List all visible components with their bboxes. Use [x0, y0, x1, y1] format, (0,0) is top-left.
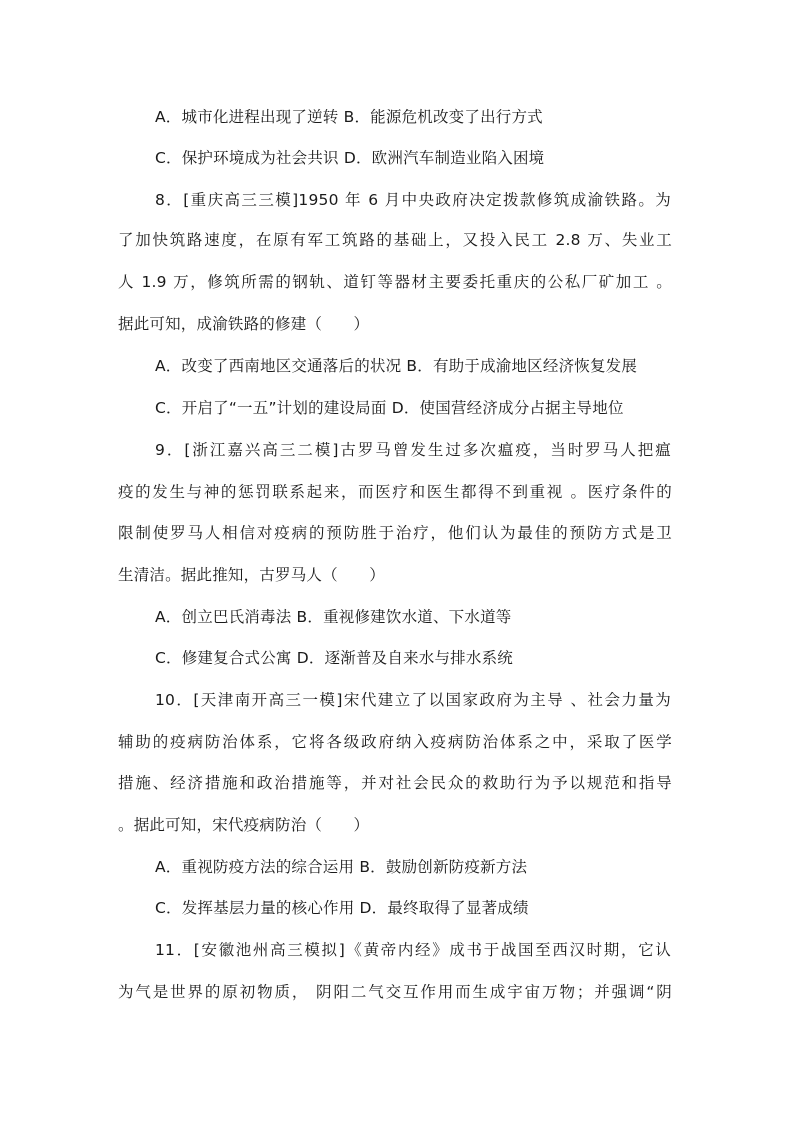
q8-stem-line-1: 8．[重庆高三三模]1950 年 6 月中央政府决定拨款修筑成渝铁路。为 — [155, 191, 671, 209]
q10-stem-line-2: 辅助的疫病防治体系，它将各级政府纳入疫病防治体系之中，采取了医学 — [118, 733, 672, 751]
q9-stem-line-4: 生清洁。据此推知，古罗马人（ ） — [118, 566, 385, 584]
q9-stem-line-1: 9．[浙江嘉兴高三二模]古罗马曾发生过多次瘟疫，当时罗马人把瘟 — [155, 441, 671, 459]
q10-options-cd: C．发挥基层力量的核心作用 D．最终取得了显著成绩 — [155, 899, 529, 917]
q8-stem-line-4: 据此可知，成渝铁路的修建（ ） — [118, 315, 370, 333]
q8-stem-line-2: 了加快筑路速度，在原有军工筑路的基础上，又投入民工 2.8 万、失业工 — [118, 231, 672, 249]
q11-stem-line-2: 为气是世界的原初物质， 阴阳二气交互作用而生成宇宙万物；并强调“阴 — [118, 983, 672, 1001]
q9-stem-line-2: 疫的发生与神的惩罚联系起来，而医疗和医生都得不到重视 。医疗条件的 — [118, 483, 672, 501]
q9-options-cd: C．修建复合式公寓 D．逐渐普及自来水与排水系统 — [155, 649, 513, 667]
q8-stem-line-3: 人 1.9 万，修筑所需的钢轨、道钉等器材主要委托重庆的公私厂矿加工 。 — [118, 273, 672, 291]
q9-stem-line-3: 限制使罗马人相信对疫病的预防胜于治疗，他们认为最佳的预防方式是卫 — [118, 524, 672, 542]
q10-options-ab: A．重视防疫方法的综合运用 B．鼓励创新防疫新方法 — [155, 858, 528, 876]
q10-stem-line-3: 措施、经济措施和政治措施等，并对社会民众的救助行为予以规范和指导 — [118, 774, 672, 792]
q10-stem-line-4: 。据此可知，宋代疫病防治（ ） — [118, 816, 370, 834]
q7-options-ab: A．城市化进程出现了逆转 B．能源危机改变了出行方式 — [155, 108, 543, 126]
q11-stem-line-1: 11．[安徽池州高三模拟]《黄帝内经》成书于战国至西汉时期，它认 — [155, 941, 671, 959]
q8-options-cd: C．开启了“一五”计划的建设局面 D．使国营经济成分占据主导地位 — [155, 399, 624, 417]
q7-options-cd: C．保护环境成为社会共识 D．欧洲汽车制造业陷入困境 — [155, 149, 545, 167]
q9-options-ab: A．创立巴氏消毒法 B．重视修建饮水道、下水道等 — [155, 608, 512, 626]
q8-options-ab: A．改变了西南地区交通落后的状况 B．有助于成渝地区经济恢复发展 — [155, 357, 638, 375]
q10-stem-line-1: 10．[天津南开高三一模]宋代建立了以国家政府为主导 、社会力量为 — [155, 691, 671, 709]
